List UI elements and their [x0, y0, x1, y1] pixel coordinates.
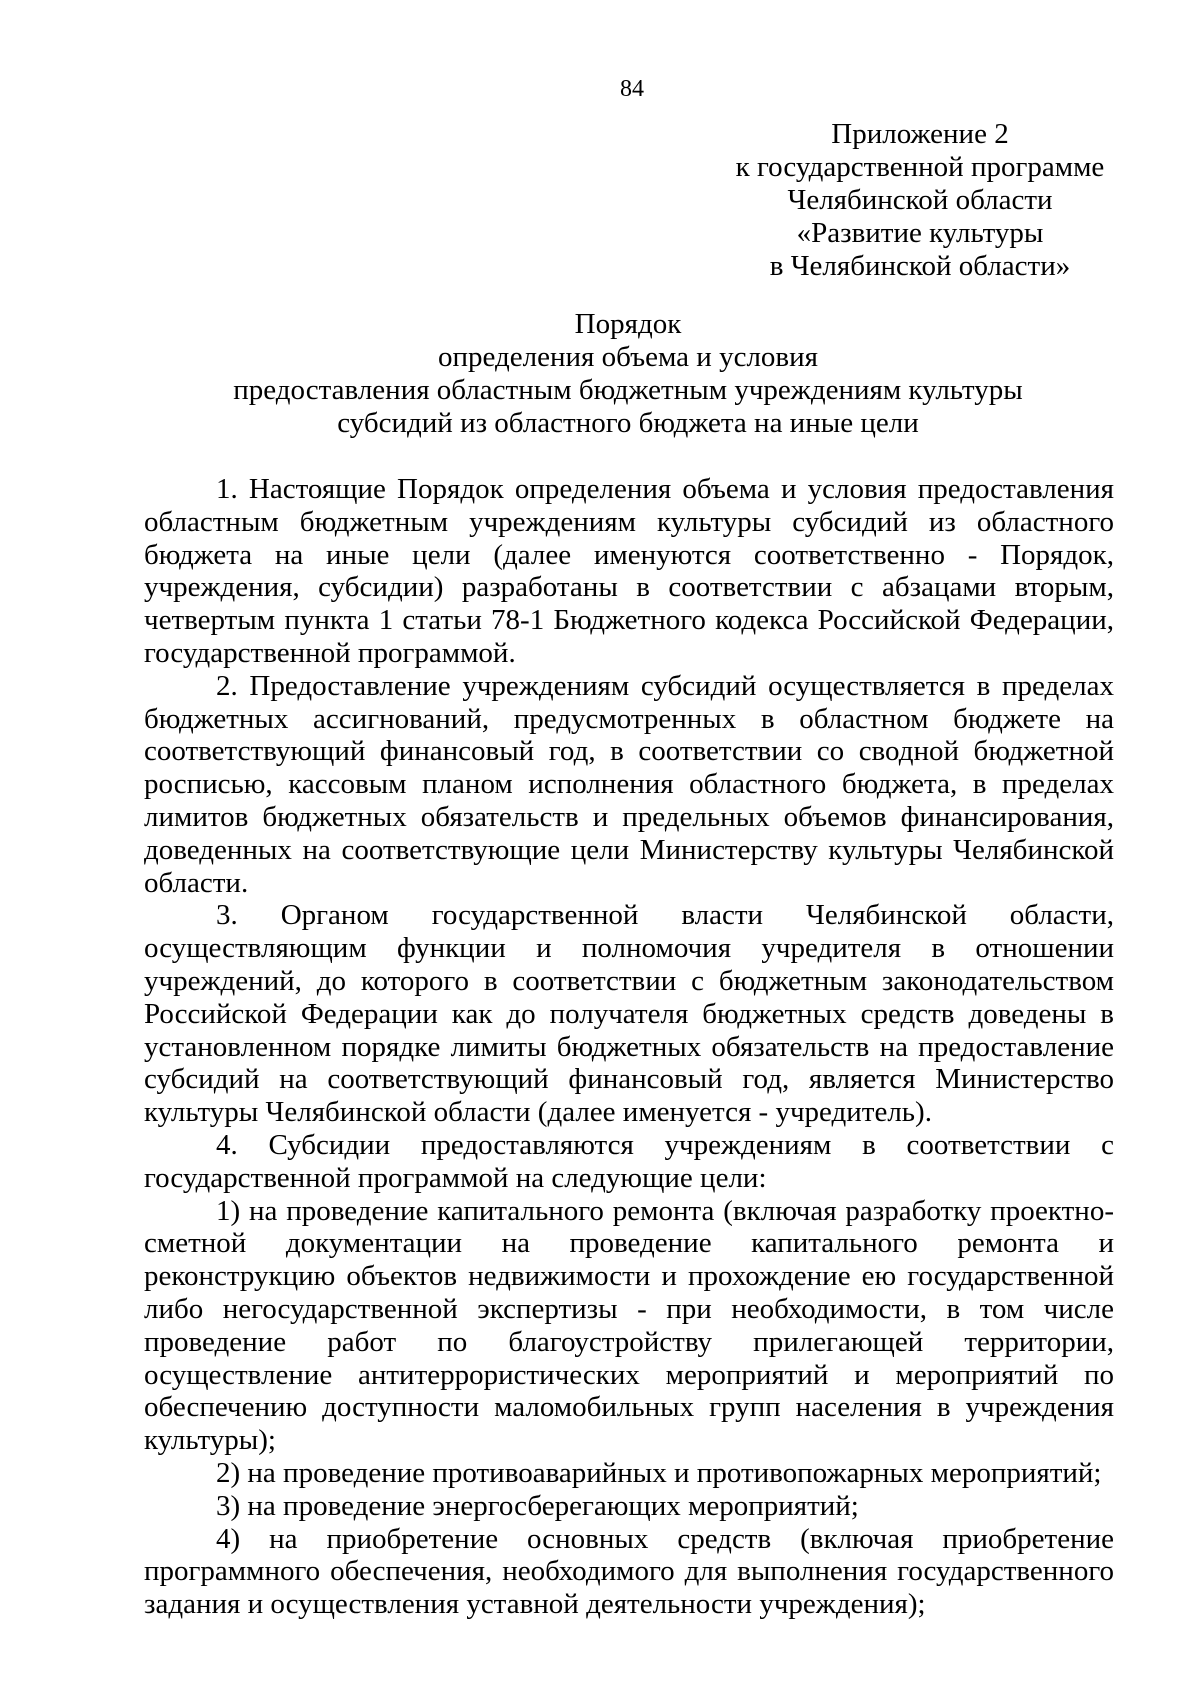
list-item-1: 1) на проведение капитального ремонта (включая разработку проектно-сметной документации на проведение капитального ремонта и реконструкцию объектов недвижимости и прохождение ею государственной либо негосударственной экспертизы - при необходимости, в том числе проведение работ по благоустройству прилегающей территории, осуществление антитеррористических мероприятий и мероприятий по обеспечению доступности маломобильных групп населения в учреждения культуры);: [144, 1194, 1114, 1457]
appendix-header: [720, 118, 1120, 283]
list-item-4: 4) на приобретение основных средств (включая приобретение программного обеспечения, необходимого для выполнения государственного задания и осуществления уставной деятельности учреждения);: [144, 1522, 1114, 1621]
appendix-line: Приложение 2: [831, 118, 1009, 150]
document-body: [144, 473, 1114, 1621]
appendix-line: к государственной программе: [735, 151, 1105, 183]
paragraph-2: 2. Предоставление учреждениям субсидий осуществляется в пределах бюджетных ассигнований, предусмотренных в областном бюджете на соответствующий финансовый год, в соответствии со сводной бюджетной росписью, кассовым планом исполнения областного бюджета, в пределах лимитов бюджетных обязательств и предельных объемов финансирования, доведенных на соответствующие цели Министерству культуры Челябинской области.: [144, 669, 1114, 899]
paragraph-1: 1. Настоящие Порядок определения объема и условия предоставления областным бюджетным учреждениям культуры субсидий из областного бюджета на иные цели (далее именуются соответственно - Порядок, учреждения, субсидии) разработаны в соответствии с абзацами вторым, четвертым пункта 1 статьи 78-1 Бюджетного кодекса Российской Федерации, государственной программой.: [144, 473, 1114, 669]
paragraph-4: 4. Субсидии предоставляются учреждениям в соответствии с государственной программой на следующие цели:: [144, 1128, 1114, 1194]
appendix-line: в Челябинской области»: [769, 250, 1071, 282]
page-number: 84: [620, 76, 644, 102]
list-item-3: 3) на проведение энергосберегающих мероприятий;: [216, 1489, 859, 1522]
paragraph-3: 3. Органом государственной власти Челябинской области, осуществляющим функции и полномочия учредителя в отношении учреждений, до которого в соответствии с бюджетным законодательством Российской Федерации как до получателя бюджетных средств доведены в установленном порядке лимиты бюджетных обязательств на предоставление субсидий на соответствующий финансовый год, является Министерство культуры Челябинской области (далее именуется - учредитель).: [144, 899, 1114, 1129]
list-item-2: 2) на проведение противоаварийных и противопожарных мероприятий;: [216, 1456, 1102, 1489]
appendix-line: «Развитие культуры: [796, 217, 1044, 249]
title-line: субсидий из областного бюджета на иные цели: [337, 407, 919, 439]
document-title: [144, 308, 1112, 440]
title-line: предоставления областным бюджетным учреждениям культуры: [233, 374, 1023, 406]
title-line: определения объема и условия: [438, 341, 818, 373]
title-line: Порядок: [574, 308, 682, 340]
appendix-line: Челябинской области: [787, 184, 1053, 216]
